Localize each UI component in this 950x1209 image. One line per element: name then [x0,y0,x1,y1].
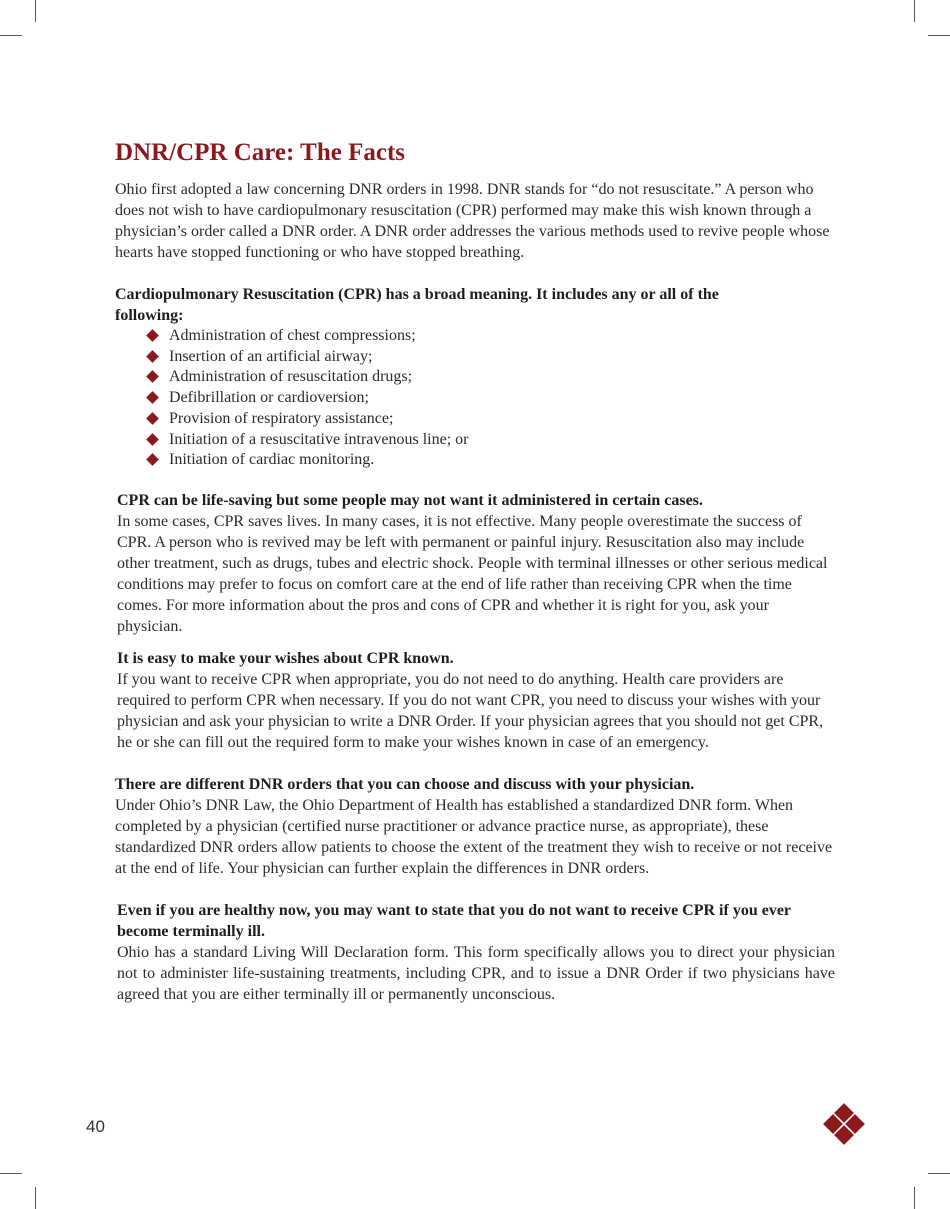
cpr-definition-heading: Cardiopulmonary Resuscitation (CPR) has a broad meaning. It includes any or all of the following: [115,286,719,324]
crop-mark [0,35,22,36]
diamond-bullet-icon [146,350,159,363]
diamond-bullet-icon [146,329,159,342]
section-dnr-orders [115,774,835,879]
crop-mark [35,1187,36,1209]
page-title: DNR/CPR Care: The Facts [115,139,406,166]
section-heading: Even if you are healthy now, you may want to state that you do not want to receive CPR if you ever become terminally ill. [117,901,791,940]
four-diamond-logo-icon [822,1104,866,1148]
list-item: Administration of chest compressions; [145,326,835,347]
list-item: Provision of respiratory assistance; [145,409,835,430]
crop-mark [914,0,915,22]
diamond-bullet-icon [146,453,159,466]
diamond-bullet-icon [146,412,159,425]
cpr-items-list [115,326,835,471]
section-cpr-life-saving [115,490,835,637]
page-content [115,138,835,1005]
list-item: Initiation of a resuscitative intravenous line; or [145,430,835,451]
section-body: Ohio has a standard Living Will Declaration form. This form specifically allows you to direct your physician not to administer life-sustaining treatments, including CPR, and to issue a DNR Order if two physicians have agreed that you are either terminally ill or permanently unconscious. [117,943,835,1003]
crop-mark [0,1173,22,1174]
crop-mark [928,35,950,36]
diamond-bullet-icon [146,433,159,446]
diamond-bullet-icon [146,391,159,404]
cpr-definition-block [115,284,835,471]
section-heading: There are different DNR orders that you can choose and discuss with your physician. [115,775,695,793]
list-item: Initiation of cardiac monitoring. [145,450,835,471]
list-item: Insertion of an artificial airway; [145,347,835,368]
diamond-bullet-icon [146,371,159,384]
crop-mark [928,1173,950,1174]
section-heading: It is easy to make your wishes about CPR known. [117,649,454,667]
section-heading: CPR can be life-saving but some people may not want it administered in certain cases. [117,491,703,509]
section-living-will [115,900,835,1005]
section-make-wishes-known [115,648,835,753]
crop-mark [914,1187,915,1209]
list-item: Administration of resuscitation drugs; [145,367,835,388]
section-body: In some cases, CPR saves lives. In many cases, it is not effective. Many people overestimate the success of CPR. A person who is revived may be left with permanent or painful injury. Resuscitation also may include other treatment, such as drugs, tubes and electric shock. People with terminal illnesses or other serious medical conditions may prefer to focus on comfort care at the end of life rather than receiving CPR when the time comes. For more information about the pros and cons of CPR and whether it is right for you, ask your physician. [117,512,828,635]
page-number: 40 [86,1117,105,1136]
section-body: Under Ohio’s DNR Law, the Ohio Department of Health has established a standardized DNR form. When completed by a physician (certified nurse practitioner or advance practice nurse, as appropriate), these standardized DNR orders allow patients to choose the extent of the treatment they wish to receive or not receive at the end of life. Your physician can further explain the differences in DNR orders. [115,796,833,877]
crop-mark [35,0,36,22]
list-item: Defibrillation or cardioversion; [145,388,835,409]
section-body: If you want to receive CPR when appropriate, you do not need to do anything. Health care providers are required to perform CPR when necessary. If you do not want CPR, you need to discuss your wishes with your physician and ask your physician to write a DNR Order. If your physician agrees that you should not get CPR, he or she can fill out the required form to make your wishes known in case of an emergency. [117,670,824,751]
intro-paragraph: Ohio first adopted a law concerning DNR orders in 1998. DNR stands for “do not resuscitate.” A person who does not wish to have cardiopulmonary resuscitation (CPR) performed may make this wish known through a physician’s order called a DNR order. A DNR order addresses the various methods used to revive people whose hearts have stopped functioning or who have stopped breathing. [115,181,830,261]
